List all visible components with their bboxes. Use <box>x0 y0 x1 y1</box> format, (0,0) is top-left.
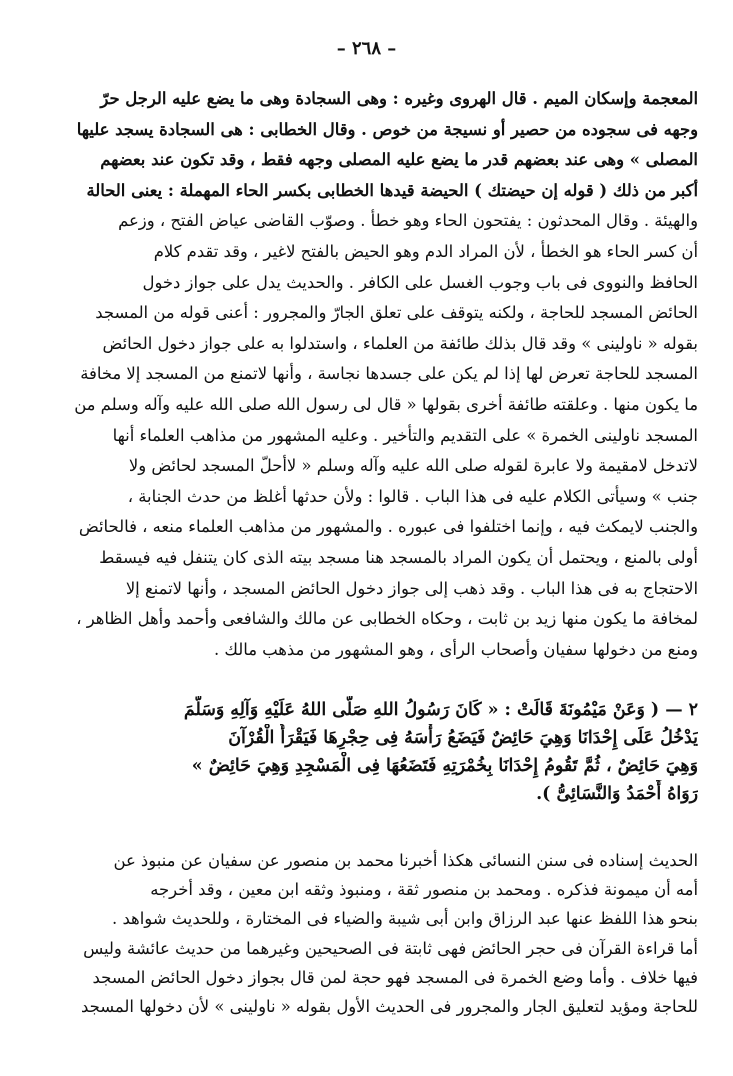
text-line: المصلى » وهى عند بعضهم قدر ما يضع عليه المصلى وجهه فقط ، وقد تكون عند بعضهم <box>100 150 698 170</box>
text-line: والجنب لايمكث فيه ، وإنما اختلفوا فى عبوره . والمشهور من مذاهب العلماء منعه ، فالحائض <box>78 517 698 537</box>
text-line: ومنع من دخولها سفيان وأصحاب الرأى ، وهو المشهور من مذهب مالك . <box>213 639 698 659</box>
text-line: المعجمة وإسكان الميم . قال الهروى وغيره : وهى السجادة وهى ما يضع عليه الرجل حرّ <box>100 89 698 108</box>
commentary-paragraph-1 <box>40 84 698 665</box>
hadith-line: يَدْخُلُ عَلَى إِحْدَانَا وَهِيَ حَائِضٌ فَيَضَعُ رَأْسَهُ فِى حِجْرِهَا فَيَقْرَأُ الْقُرْآنَ <box>228 728 698 748</box>
page-number: – ٢٦٨ – <box>336 38 397 59</box>
text-line: أما قراءة القرآن فى حجر الحائض فهى ثابتة فى الصحيحين وغيرهما من حديث عائشة وليس <box>83 938 698 958</box>
hadith-text <box>40 696 698 808</box>
text-line: فيها خلاف . وأما وضع الخمرة فى المسجد فهو حجة لمن قال بجواز دخول الحائض المسجد <box>92 967 698 987</box>
text-line: ما يكون منها . وعلقته طائفة أخرى بقولها « قال لى رسول الله صلى الله عليه وآله وسلم من <box>74 394 698 414</box>
text-line: للحاجة ومؤيد لتعليق الجار والمجرور فى الحديث الأول بقوله « ناولينى » لأن دخولها المسجد <box>81 996 698 1016</box>
text-line: جنب » وسيأتى الكلام عليه فى هذا الباب . قالوا : ولأن حدثها أغلظ من حدث الجنابة ، <box>127 486 698 506</box>
text-line: لاتدخل لامقيمة ولا عابرة لقوله صلى الله عليه وآله وسلم « لاأحلّ المسجد لحائض ولا <box>128 456 698 476</box>
text-line: والهيئة . وقال المحدثون : يفتحون الحاء وهو خطأ . وصوّب القاضى عياض الفتح ، وزعم <box>118 211 698 231</box>
text-line: أولى بالمنع ، ويحتمل أن يكون المراد بالمسجد هنا مسجد بيته الذى كان يتنفل فيه فيسقط <box>99 547 698 567</box>
hadith-line: وَهِيَ حَائِضٌ ، ثُمَّ تَقُومُ إِحْدَانَا بِخُمْرَتِهِ فَتَضَعُهَا فِى الْمَسْجِدِ وَهِيَ حَائِضٌ » <box>191 756 698 776</box>
text-line: الحديث إسناده فى سنن النسائى هكذا أخبرنا محمد بن منصور عن سفيان عن منبوذ عن <box>113 851 698 870</box>
commentary-paragraph-2 <box>40 846 698 1021</box>
text-line: الحافظ والنووى فى باب وجوب الغسل على الكافر . والحديث يدل على جواز دخول <box>142 272 698 292</box>
text-line: أن كسر الحاء هو الخطأ ، لأن المراد الدم وهو الحيض بالفتح لاغير ، وقد تقدم كلام <box>153 241 698 261</box>
text-line: وجهه فى سجوده من حصير أو نسيجة من خوص . وقال الخطابى : هى السجادة يسجد عليها <box>76 119 698 139</box>
text-line: المسجد للحاجة تعرض لها إذا لم يكن على جسدها نجاسة ، وأنها لاتمنع من المسجد إلا مخافة <box>80 364 698 384</box>
text-line: أكبر من ذلك ( قوله إن حيضتك ) الحيضة قيدها الخطابى بكسر الحاء المهملة : يعنى الحالة <box>86 180 698 200</box>
text-line: أمه أن ميمونة فذكره . ومحمد بن منصور ثقة ، ومنبوذ وثقه ابن معين ، وقد أخرجه <box>150 880 698 900</box>
text-line: الاحتجاج به فى هذا الباب . وقد ذهب إلى جواز دخول الحائض المسجد ، وأنها لاتمنع إلا <box>125 578 698 598</box>
text-line: بقوله « ناولينى » وقد قال بذلك طائفة من العلماء ، واستدلوا به على جواز دخول الحائض <box>102 333 698 353</box>
text-line: المسجد ناولينى الخمرة » على التقديم والتأخير . وعليه المشهور من مذاهب العلماء أنها <box>112 425 698 445</box>
text-line: لمخافة ما يكون منها زيد بن ثابت ، وحكاه الخطابى عن مالك والشافعى وأحمد وأهل الظاهر ، <box>76 609 698 629</box>
hadith-line: رَوَاهُ أَحْمَدُ وَالنَّسَائِىُّ ). <box>536 784 698 804</box>
text-line: بنحو هذا اللفظ عنها عبد الرزاق وابن أبى شيبة والضياء فى المختارة ، وللحديث شواهد . <box>112 909 698 929</box>
text-line: الحائض المسجد للحاجة ، ولكنه يتوقف على تعلق الجارّ والمجرور : أعنى قوله من المسجد <box>95 303 698 323</box>
hadith-line: ٢ — ( وَعَنْ مَيْمُونَةَ قَالَتْ : « كَانَ رَسُولُ اللهِ صَلَّى اللهُ عَلَيْهِ وَآلِهِ وَسَلَّمَ <box>183 700 698 720</box>
